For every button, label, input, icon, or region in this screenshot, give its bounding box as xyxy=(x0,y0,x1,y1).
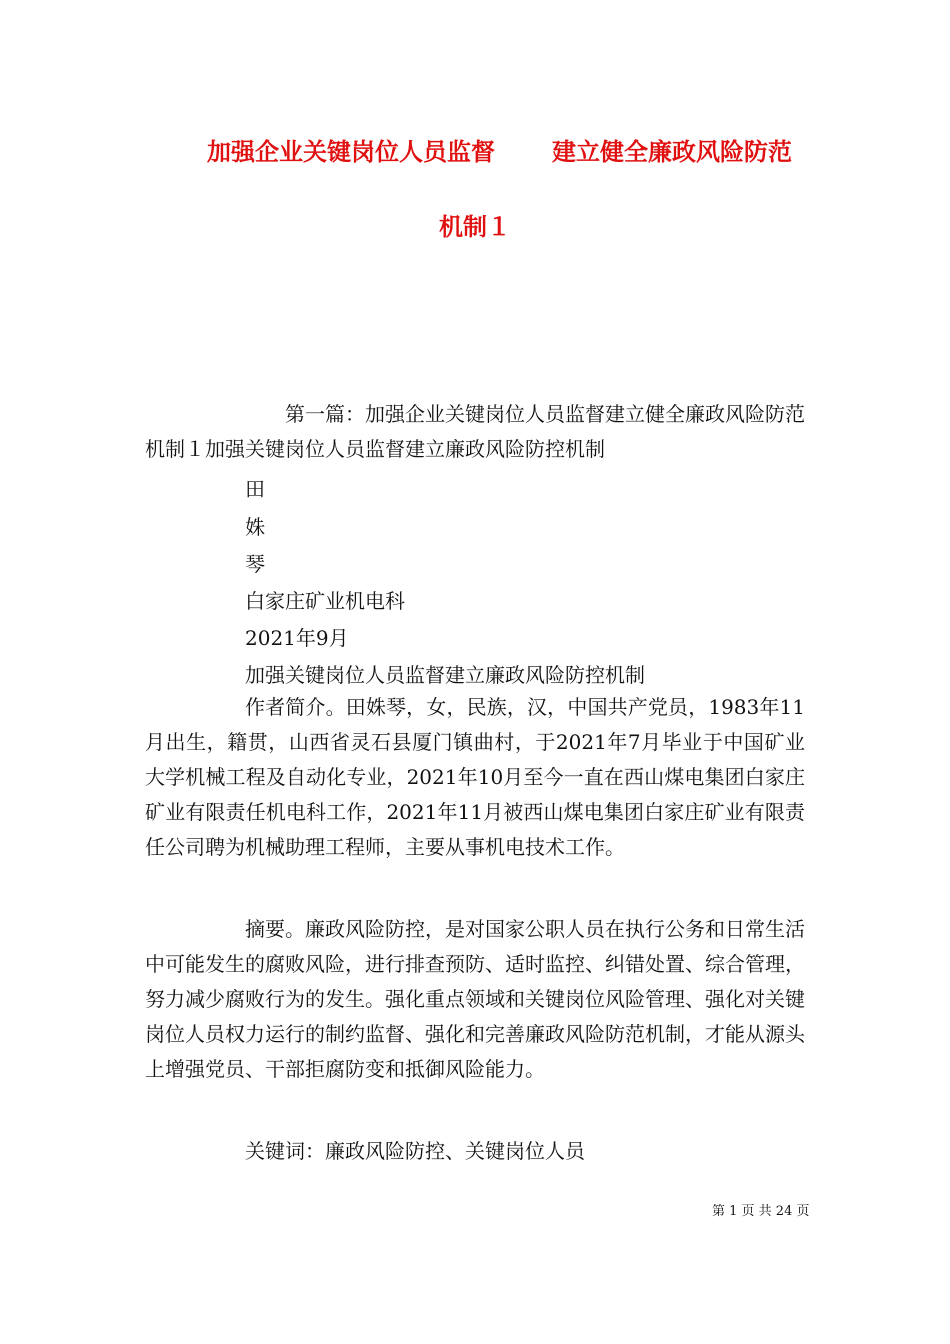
author-char-2: 姝 xyxy=(245,515,265,539)
intro-paragraph: 第一篇：加强企业关键岗位人员监督建立健全廉政风险防范机制１加强关键岗位人员监督建立廉政风险防控机制 xyxy=(145,402,805,461)
unit-line: 白家庄矿业机电科 xyxy=(245,589,405,613)
author-char-1: 田 xyxy=(245,477,265,501)
page-number: 第 1 页 共 24 页 xyxy=(712,1204,810,1219)
subtitle-line: 加强关键岗位人员监督建立廉政风险防控机制 xyxy=(245,663,645,687)
author-char-3: 琴 xyxy=(245,552,265,576)
bio-paragraph: 作者简介。田姝琴，女，民族，汉，中国共产党员，1983年11月出生，籍贯，山西省灵石县厦门镇曲村，于2021年7月毕业于中国矿业大学机械工程及自动化专业，2021年10月至今一直在西山煤电集团白家庄矿业有限责任机电科工作，2021年11月被西山煤电集团白家庄矿业有限责任公司聘为机械助理工程师，主要从事机电技术工作。 xyxy=(145,695,805,859)
abstract-paragraph: 摘要。廉政风险防控，是对国家公职人员在执行公务和日常生活中可能发生的腐败风险，进行排查预防、适时监控、纠错处置、综合管理，努力减少腐败行为的发生。强化重点领域和关键岗位风险管理、强化对关键岗位人员权力运行的制约监督、强化和完善廉政风险防范机制，才能从源头上增强党员、干部拒腐防变和抵御风险能力。 xyxy=(145,917,805,1081)
date-line: 2021年9月 xyxy=(245,626,349,650)
title-line-2: 机制１ xyxy=(439,212,511,241)
title-part-1: 加强企业关键岗位人员监督 xyxy=(207,137,495,166)
keywords-line: 关键词：廉政风险防控、关键岗位人员 xyxy=(245,1139,585,1163)
title-part-2: 建立健全廉政风险防范 xyxy=(552,137,792,166)
